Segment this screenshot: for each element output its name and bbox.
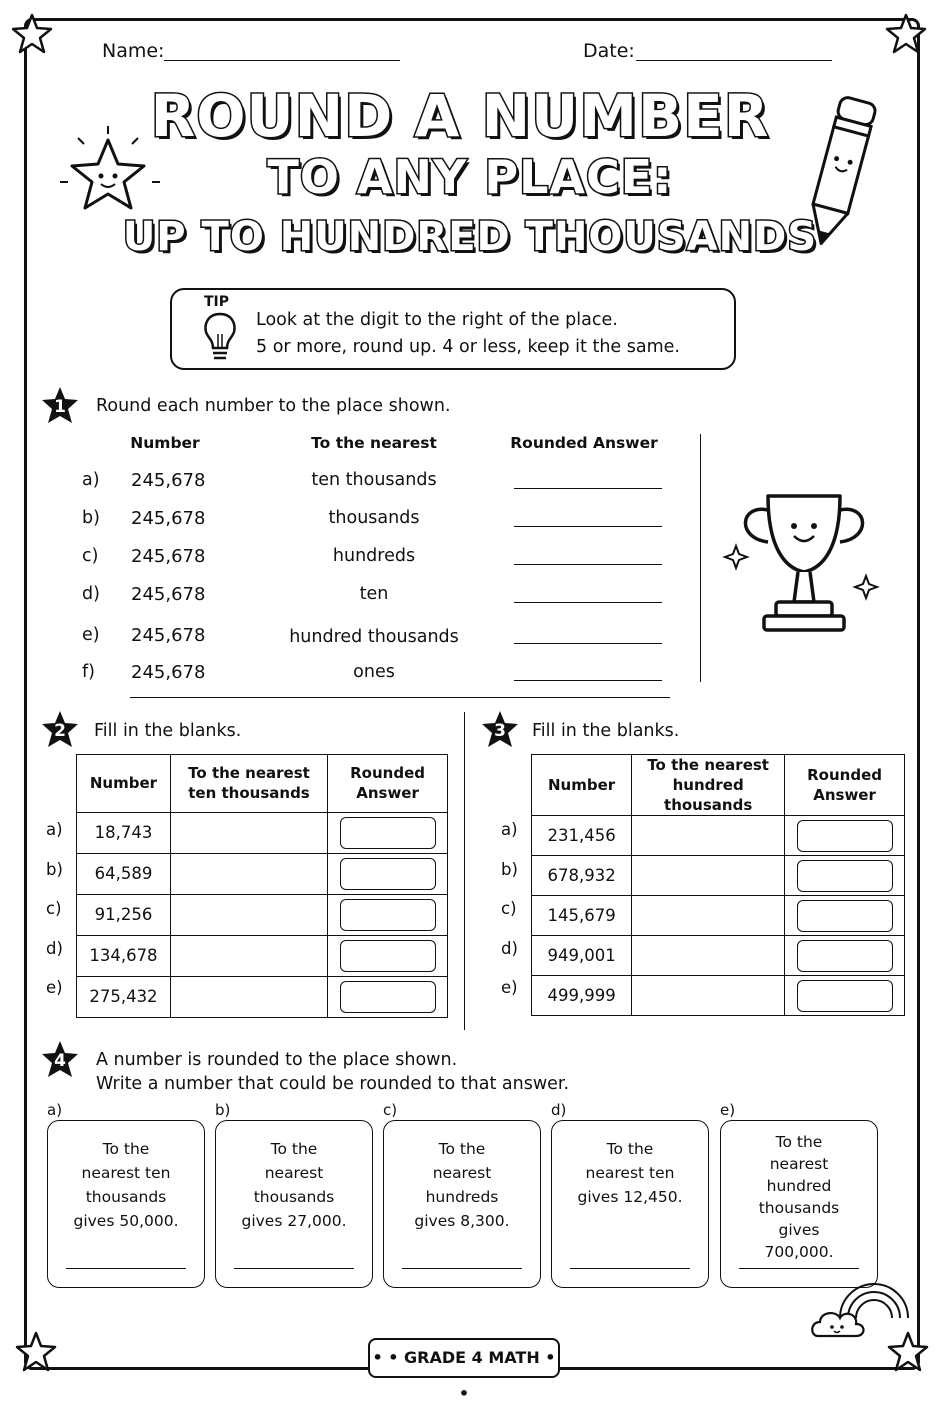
answer-field[interactable] <box>514 488 662 489</box>
table-row <box>77 935 448 976</box>
s3-col-answer: Rounded Answer <box>807 766 882 804</box>
card-letter: a) <box>47 1101 63 1119</box>
section-2-table <box>76 754 448 1018</box>
work-cell <box>632 896 785 936</box>
answer-box[interactable] <box>797 940 893 972</box>
number-value: 245,678 <box>131 546 206 567</box>
work-cell <box>632 856 785 896</box>
row-letter: e) <box>501 978 518 997</box>
date-field[interactable] <box>636 60 832 61</box>
s3-col-number: Number <box>548 776 616 794</box>
answer-box[interactable] <box>797 860 893 892</box>
work-cell <box>170 812 327 853</box>
table-row <box>77 976 448 1017</box>
s2-col-number: Number <box>89 774 158 793</box>
row-letter: a) <box>501 820 518 839</box>
row-letter: a) <box>46 820 63 839</box>
card-text: To the nearest ten gives 12,450. <box>577 1140 683 1206</box>
number-value: 245,678 <box>131 470 206 491</box>
answer-box[interactable] <box>340 899 436 931</box>
card-letter: c) <box>383 1101 398 1119</box>
work-cell <box>632 816 785 856</box>
table-row <box>532 816 905 856</box>
answer-field[interactable] <box>514 602 662 603</box>
number-value: 949,001 <box>547 946 616 965</box>
row-letter: c) <box>82 546 99 566</box>
answer-field[interactable] <box>66 1268 186 1269</box>
card-text: To the nearest hundreds gives 8,300. <box>414 1140 510 1230</box>
answer-box[interactable] <box>797 820 893 852</box>
work-cell <box>170 976 327 1017</box>
question-card <box>720 1120 878 1288</box>
answer-box[interactable] <box>340 981 436 1013</box>
card-text: To the nearest ten thousands gives 50,000. <box>73 1140 179 1230</box>
number-value: 134,678 <box>89 946 158 966</box>
number-value: 18,743 <box>94 823 153 843</box>
number-value: 245,678 <box>131 662 206 683</box>
work-cell <box>632 936 785 976</box>
answer-field[interactable] <box>514 526 662 527</box>
table-row <box>532 936 905 976</box>
star-icon <box>56 120 166 230</box>
lightbulb-icon <box>198 308 242 366</box>
tip-line-1: Look at the digit to the right of the place. <box>256 310 618 330</box>
row-letter: b) <box>46 859 63 879</box>
table-row <box>532 976 905 1016</box>
question-card <box>551 1120 709 1288</box>
number-value: 245,678 <box>131 625 206 646</box>
section-4-title-line-2: Write a number that could be rounded to that answer. <box>96 1074 570 1094</box>
pencil-icon <box>800 88 880 258</box>
section-3-number: 3 <box>494 721 506 741</box>
section-1-title: Round each number to the place shown. <box>96 396 451 416</box>
number-value: 145,679 <box>547 906 616 925</box>
section-3-title: Fill in the blanks. <box>532 721 680 741</box>
title-line-1: ROUND A NUMBER <box>150 82 770 150</box>
number-value: 245,678 <box>131 508 206 529</box>
work-cell <box>170 853 327 894</box>
row-letter: d) <box>501 938 518 958</box>
row-letter: e) <box>46 978 63 997</box>
table-row <box>77 812 448 853</box>
number-value: 231,456 <box>547 826 616 845</box>
row-letter: f) <box>82 662 95 682</box>
rainbow-icon <box>810 1274 910 1348</box>
place-value: thousands <box>328 508 420 528</box>
table-row <box>532 896 905 936</box>
answer-field[interactable] <box>570 1268 690 1269</box>
number-value: 91,256 <box>94 905 153 925</box>
number-value: 678,932 <box>547 866 616 885</box>
row-letter: c) <box>501 899 517 918</box>
s2-col-place: To the nearest ten thousands <box>188 764 310 803</box>
table-row <box>532 856 905 896</box>
row-letter: a) <box>82 470 100 490</box>
name-field[interactable] <box>164 60 400 61</box>
tip-line-2: 5 or more, round up. 4 or less, keep it the same. <box>256 337 680 357</box>
answer-box[interactable] <box>340 858 436 890</box>
section-2-title: Fill in the blanks. <box>94 721 242 741</box>
section-4-title-line-1: A number is rounded to the place shown. <box>96 1050 458 1070</box>
s1-col-answer: Rounded Answer <box>510 434 658 452</box>
number-value: 245,678 <box>131 584 206 605</box>
section-1-number: 1 <box>54 397 66 417</box>
star-icon <box>884 12 928 56</box>
answer-field[interactable] <box>402 1268 522 1269</box>
number-value: 64,589 <box>94 864 153 884</box>
card-text: To the nearest hundred thousands gives 700,000. <box>758 1133 840 1261</box>
s1-col-place: To the nearest <box>311 434 437 452</box>
section-1-divider <box>130 697 670 698</box>
work-cell <box>170 935 327 976</box>
s3-col-place: To the nearest hundred thousands <box>647 756 769 814</box>
row-letter: e) <box>82 625 100 645</box>
question-card <box>47 1120 205 1288</box>
star-icon <box>10 12 54 56</box>
answer-box[interactable] <box>797 980 893 1012</box>
card-text: To the nearest thousands gives 27,000. <box>241 1140 347 1230</box>
work-cell <box>170 894 327 935</box>
s2-col-answer: Rounded Answer <box>350 764 425 803</box>
tip-label: TIP <box>204 294 230 310</box>
answer-field[interactable] <box>739 1268 859 1269</box>
row-letter: d) <box>46 938 63 958</box>
date-label: Date: <box>583 40 635 62</box>
answer-field[interactable] <box>514 564 662 565</box>
question-card <box>215 1120 373 1288</box>
place-value: hundreds <box>332 546 416 566</box>
place-value: hundred thousands <box>289 627 459 647</box>
s1-col-number: Number <box>130 434 200 452</box>
answer-field[interactable] <box>514 643 662 644</box>
section-divider <box>464 712 465 1030</box>
place-value: ten <box>359 584 389 604</box>
place-value: ten thousands <box>311 470 437 490</box>
answer-box[interactable] <box>340 940 436 972</box>
section-3-table <box>531 754 905 1016</box>
question-card <box>383 1120 541 1288</box>
number-value: 275,432 <box>89 987 158 1007</box>
card-letter: e) <box>720 1101 736 1119</box>
section-4-number: 4 <box>54 1051 66 1071</box>
title-line-3: UP TO HUNDRED THOUSANDS <box>122 214 818 260</box>
title-line-2: TO ANY PLACE: <box>267 150 673 204</box>
answer-field[interactable] <box>234 1268 354 1269</box>
answer-field[interactable] <box>514 680 662 681</box>
trophy-icon <box>720 476 890 646</box>
footer-label: GRADE 4 MATH <box>404 1348 540 1367</box>
work-cell <box>632 976 785 1016</box>
row-letter: c) <box>46 899 62 918</box>
table-row <box>77 894 448 935</box>
footer-badge: • • GRADE 4 MATH • • <box>368 1338 560 1378</box>
answer-box[interactable] <box>797 900 893 932</box>
table-row <box>77 853 448 894</box>
answer-box[interactable] <box>340 817 436 849</box>
star-icon <box>14 1330 58 1374</box>
row-letter: d) <box>82 584 100 604</box>
number-value: 499,999 <box>547 986 616 1005</box>
place-value: ones <box>353 662 395 682</box>
row-letter: b) <box>501 859 518 879</box>
section-1-vertical-divider <box>700 434 701 682</box>
card-letter: d) <box>551 1101 567 1119</box>
name-label: Name: <box>102 40 165 62</box>
row-letter: b) <box>82 508 100 528</box>
card-letter: b) <box>215 1101 231 1119</box>
section-2-number: 2 <box>54 721 66 741</box>
